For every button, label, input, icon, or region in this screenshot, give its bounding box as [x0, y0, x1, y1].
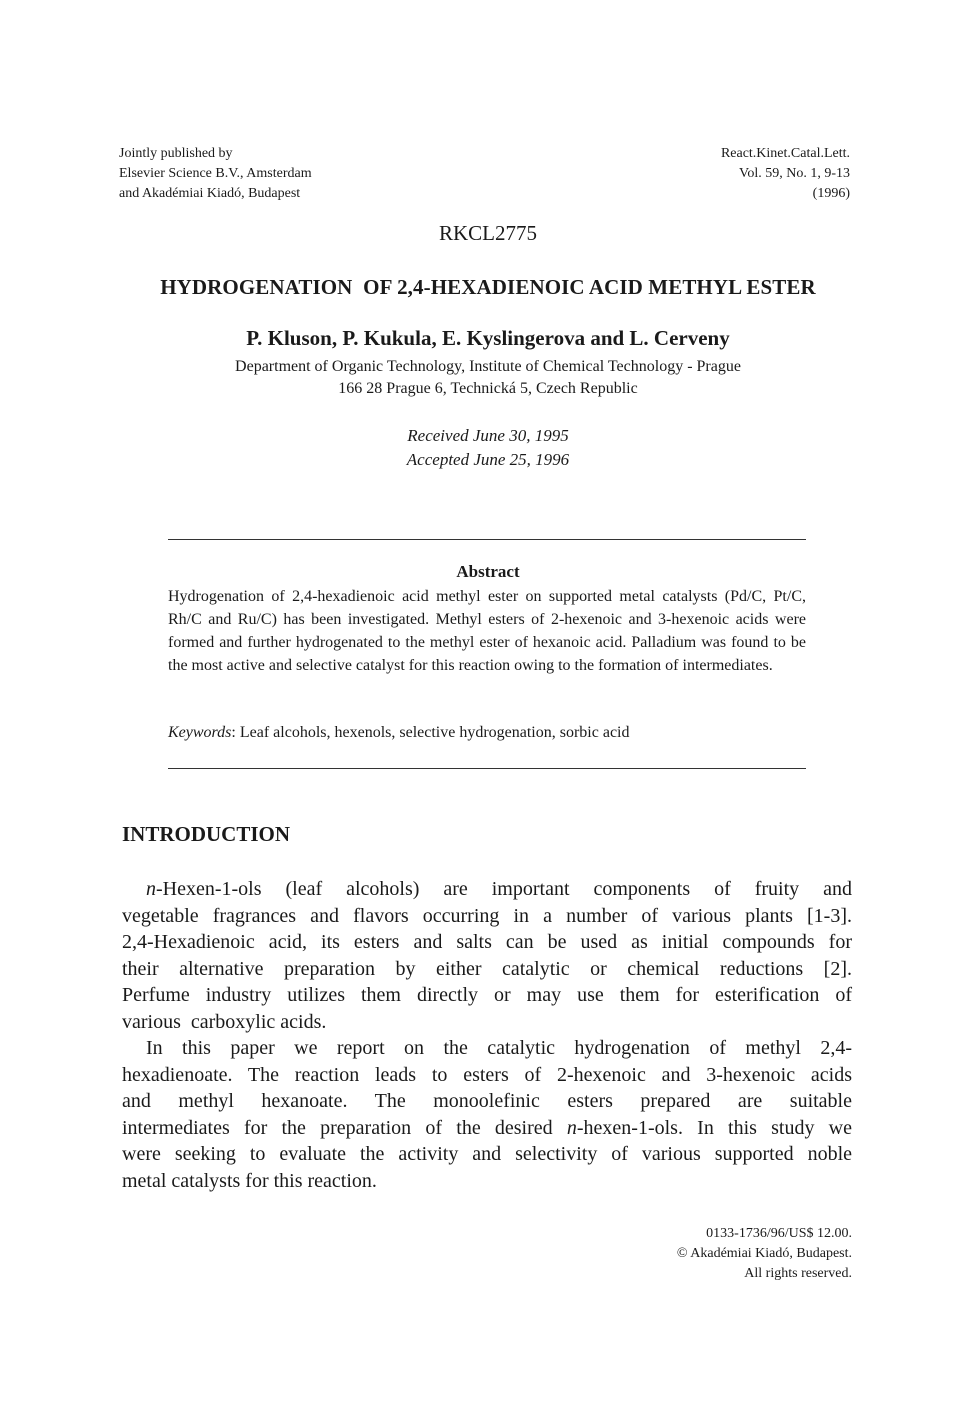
text-line: their alternative preparation by either catalytic or chemical reductions [2].	[122, 957, 852, 980]
keywords-label: Keywords	[168, 724, 232, 741]
publisher-line: and Akadémiai Kiadó, Budapest	[119, 186, 301, 201]
text-line	[122, 876, 852, 903]
text-line: Perfume industry utilizes them directly or may use them for esterification of	[122, 984, 852, 1006]
section-heading-introduction: INTRODUCTION	[122, 822, 291, 846]
text-line: various carboxylic acids.	[122, 1010, 327, 1033]
affiliation-line: Department of Organic Technology, Institute of Chemical Technology - Prague	[235, 358, 741, 375]
copyright-line: All rights reserved.	[744, 1266, 852, 1281]
publisher-line: Jointly published by	[119, 146, 233, 161]
copyright-line: 0133-1736/96/US$ 12.00.	[706, 1226, 852, 1241]
italic-n: n	[146, 878, 156, 900]
text-line-content: intermediates for the preparation of the desired	[122, 1116, 567, 1139]
text-line: metal catalysts for this reaction.	[122, 1169, 377, 1192]
citation-line: React.Kinet.Catal.Lett.	[720, 146, 850, 161]
intro-paragraph-1	[122, 876, 852, 1035]
italic-n: n	[566, 1116, 577, 1139]
copyright-line: © Akadémiai Kiadó, Budapest.	[676, 1246, 852, 1261]
received-date: Received June 30, 1995	[407, 426, 569, 445]
accepted-date: Accepted June 25, 1996	[406, 450, 570, 469]
submission-dates	[0, 424, 976, 472]
text-line: 2,4-Hexadienoic acid, its esters and salts can be used as initial compounds for	[122, 931, 852, 953]
author-list: P. Kluson, P. Kukula, E. Kyslingerova and L. Cerveny	[246, 326, 730, 350]
text-line: hexadienoate. The reaction leads to esters of 2-hexenoic and 3-hexenoic acids	[122, 1063, 852, 1086]
paper-title: HYDROGENATION OF 2,4-HEXADIENOIC ACID METHYL ESTER	[160, 275, 816, 299]
publisher-line: Elsevier Science B.V., Amsterdam	[119, 166, 312, 181]
text-line-content: -hexen-1-ols. In this study we	[576, 1116, 853, 1139]
publisher-info	[119, 144, 449, 204]
affiliation-line: 166 28 Prague 6, Technická 5, Czech Republic	[338, 380, 638, 397]
keywords: Keywords: Leaf alcohols, hexenols, selective hydrogenation, sorbic acid	[168, 724, 630, 741]
text-line: vegetable fragrances and flavors occurring in a number of various plants [1-3].	[122, 904, 852, 927]
abstract-heading: Abstract	[456, 562, 520, 581]
abstract-text: Hydrogenation of 2,4-hexadienoic acid methyl ester on supported metal catalysts (Pd/C, Pt/C, Rh/C and Ru/C) has been investigated. Methyl esters of 2-hexenoic and 3-hexenoic acids were formed and further hydrogenated to the methyl ester of hexanoic acid. Palladium was found to be the most active and selective catalyst for this reaction owing to the formation of intermediates.	[168, 588, 806, 674]
text-line: In this paper we report on the catalytic hydrogenation of methyl 2,4-	[146, 1037, 852, 1059]
keywords-text: Leaf alcohols, hexenols, selective hydrogenation, sorbic acid	[235, 724, 630, 741]
text-line-content: -Hexen-1-ols (leaf alcohols) are important components of fruity and	[156, 878, 852, 900]
text-line: and methyl hexanoate. The monoolefinic esters prepared are suitable	[122, 1090, 852, 1112]
intro-paragraph-2	[122, 1035, 852, 1194]
citation-line: (1996)	[812, 186, 850, 201]
affiliation	[0, 356, 976, 400]
abstract-top-rule	[168, 539, 806, 540]
copyright-notice	[560, 1224, 852, 1284]
journal-citation	[600, 144, 850, 204]
article-code: RKCL2775	[438, 221, 537, 245]
abstract-bottom-rule	[168, 768, 806, 769]
citation-line: Vol. 59, No. 1, 9-13	[739, 166, 850, 181]
text-line: were seeking to evaluate the activity and selectivity of various supported noble	[122, 1143, 852, 1165]
text-line	[122, 1115, 852, 1142]
